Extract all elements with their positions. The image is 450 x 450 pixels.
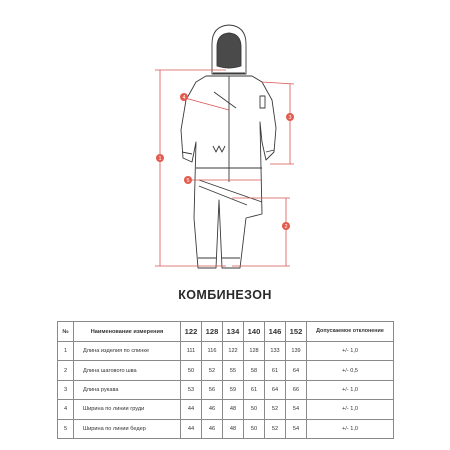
row-measurement-name: Длина шагового шва xyxy=(74,361,181,380)
row-tolerance: +/- 1,0 xyxy=(307,342,394,361)
measure-marker-1 xyxy=(156,154,164,162)
row-value: 46 xyxy=(202,419,223,438)
row-value: 52 xyxy=(202,361,223,380)
row-value: 52 xyxy=(265,419,286,438)
row-number: 3 xyxy=(58,380,74,399)
measure-marker-4 xyxy=(180,93,188,101)
row-measurement-name: Ширина по линии груди xyxy=(74,400,181,419)
row-number: 4 xyxy=(58,400,74,419)
row-value: 55 xyxy=(223,361,244,380)
row-tolerance: +/- 1,0 xyxy=(307,419,394,438)
row-tolerance: +/- 1,0 xyxy=(307,400,394,419)
row-value: 50 xyxy=(181,361,202,380)
header-number: № xyxy=(58,322,74,342)
row-value: 111 xyxy=(181,342,202,361)
table-row xyxy=(58,419,394,438)
row-value: 48 xyxy=(223,419,244,438)
row-value: 44 xyxy=(181,419,202,438)
header-size: 140 xyxy=(244,322,265,342)
svg-text:1: 1 xyxy=(158,156,162,162)
row-value: 50 xyxy=(244,419,265,438)
row-measurement-name: Длина изделия по спинке xyxy=(74,342,181,361)
size-table xyxy=(57,321,394,439)
table-row xyxy=(58,342,394,361)
row-value: 56 xyxy=(202,380,223,399)
row-measurement-name: Ширина по линии бедер xyxy=(74,419,181,438)
measure-marker-3 xyxy=(286,113,294,121)
table-row xyxy=(58,361,394,380)
row-tolerance: +/- 0,5 xyxy=(307,361,394,380)
table-header-row xyxy=(58,322,394,342)
row-value: 48 xyxy=(223,400,244,419)
row-value: 59 xyxy=(223,380,244,399)
svg-text:2: 2 xyxy=(284,224,288,230)
header-size: 146 xyxy=(265,322,286,342)
table-row xyxy=(58,380,394,399)
measure-marker-2 xyxy=(282,222,290,230)
row-value: 64 xyxy=(265,380,286,399)
svg-text:5: 5 xyxy=(186,178,190,184)
row-value: 46 xyxy=(202,400,223,419)
row-number: 2 xyxy=(58,361,74,380)
row-tolerance: +/- 1,0 xyxy=(307,380,394,399)
row-value: 44 xyxy=(181,400,202,419)
row-value: 61 xyxy=(244,380,265,399)
header-size: 152 xyxy=(286,322,307,342)
row-value: 61 xyxy=(265,361,286,380)
row-value: 66 xyxy=(286,380,307,399)
row-value: 116 xyxy=(202,342,223,361)
row-value: 53 xyxy=(181,380,202,399)
header-size: 134 xyxy=(223,322,244,342)
header-size: 128 xyxy=(202,322,223,342)
row-number: 1 xyxy=(58,342,74,361)
row-value: 58 xyxy=(244,361,265,380)
row-value: 50 xyxy=(244,400,265,419)
product-title: КОМБИНЕЗОН xyxy=(178,288,272,302)
row-value: 64 xyxy=(286,361,307,380)
measure-marker-5 xyxy=(184,176,192,184)
header-tolerance: Допускаемое отклонение xyxy=(307,322,394,342)
row-value: 128 xyxy=(244,342,265,361)
svg-text:3: 3 xyxy=(288,115,292,121)
row-value: 139 xyxy=(286,342,307,361)
row-value: 52 xyxy=(265,400,286,419)
row-value: 133 xyxy=(265,342,286,361)
row-number: 5 xyxy=(58,419,74,438)
svg-text:4: 4 xyxy=(182,95,186,101)
header-size: 122 xyxy=(181,322,202,342)
row-measurement-name: Длина рукава xyxy=(74,380,181,399)
jumpsuit-outline xyxy=(181,25,276,268)
row-value: 122 xyxy=(223,342,244,361)
header-measurement-name: Наименование измерения xyxy=(74,322,181,342)
table-row xyxy=(58,400,394,419)
row-value: 54 xyxy=(286,419,307,438)
row-value: 54 xyxy=(286,400,307,419)
